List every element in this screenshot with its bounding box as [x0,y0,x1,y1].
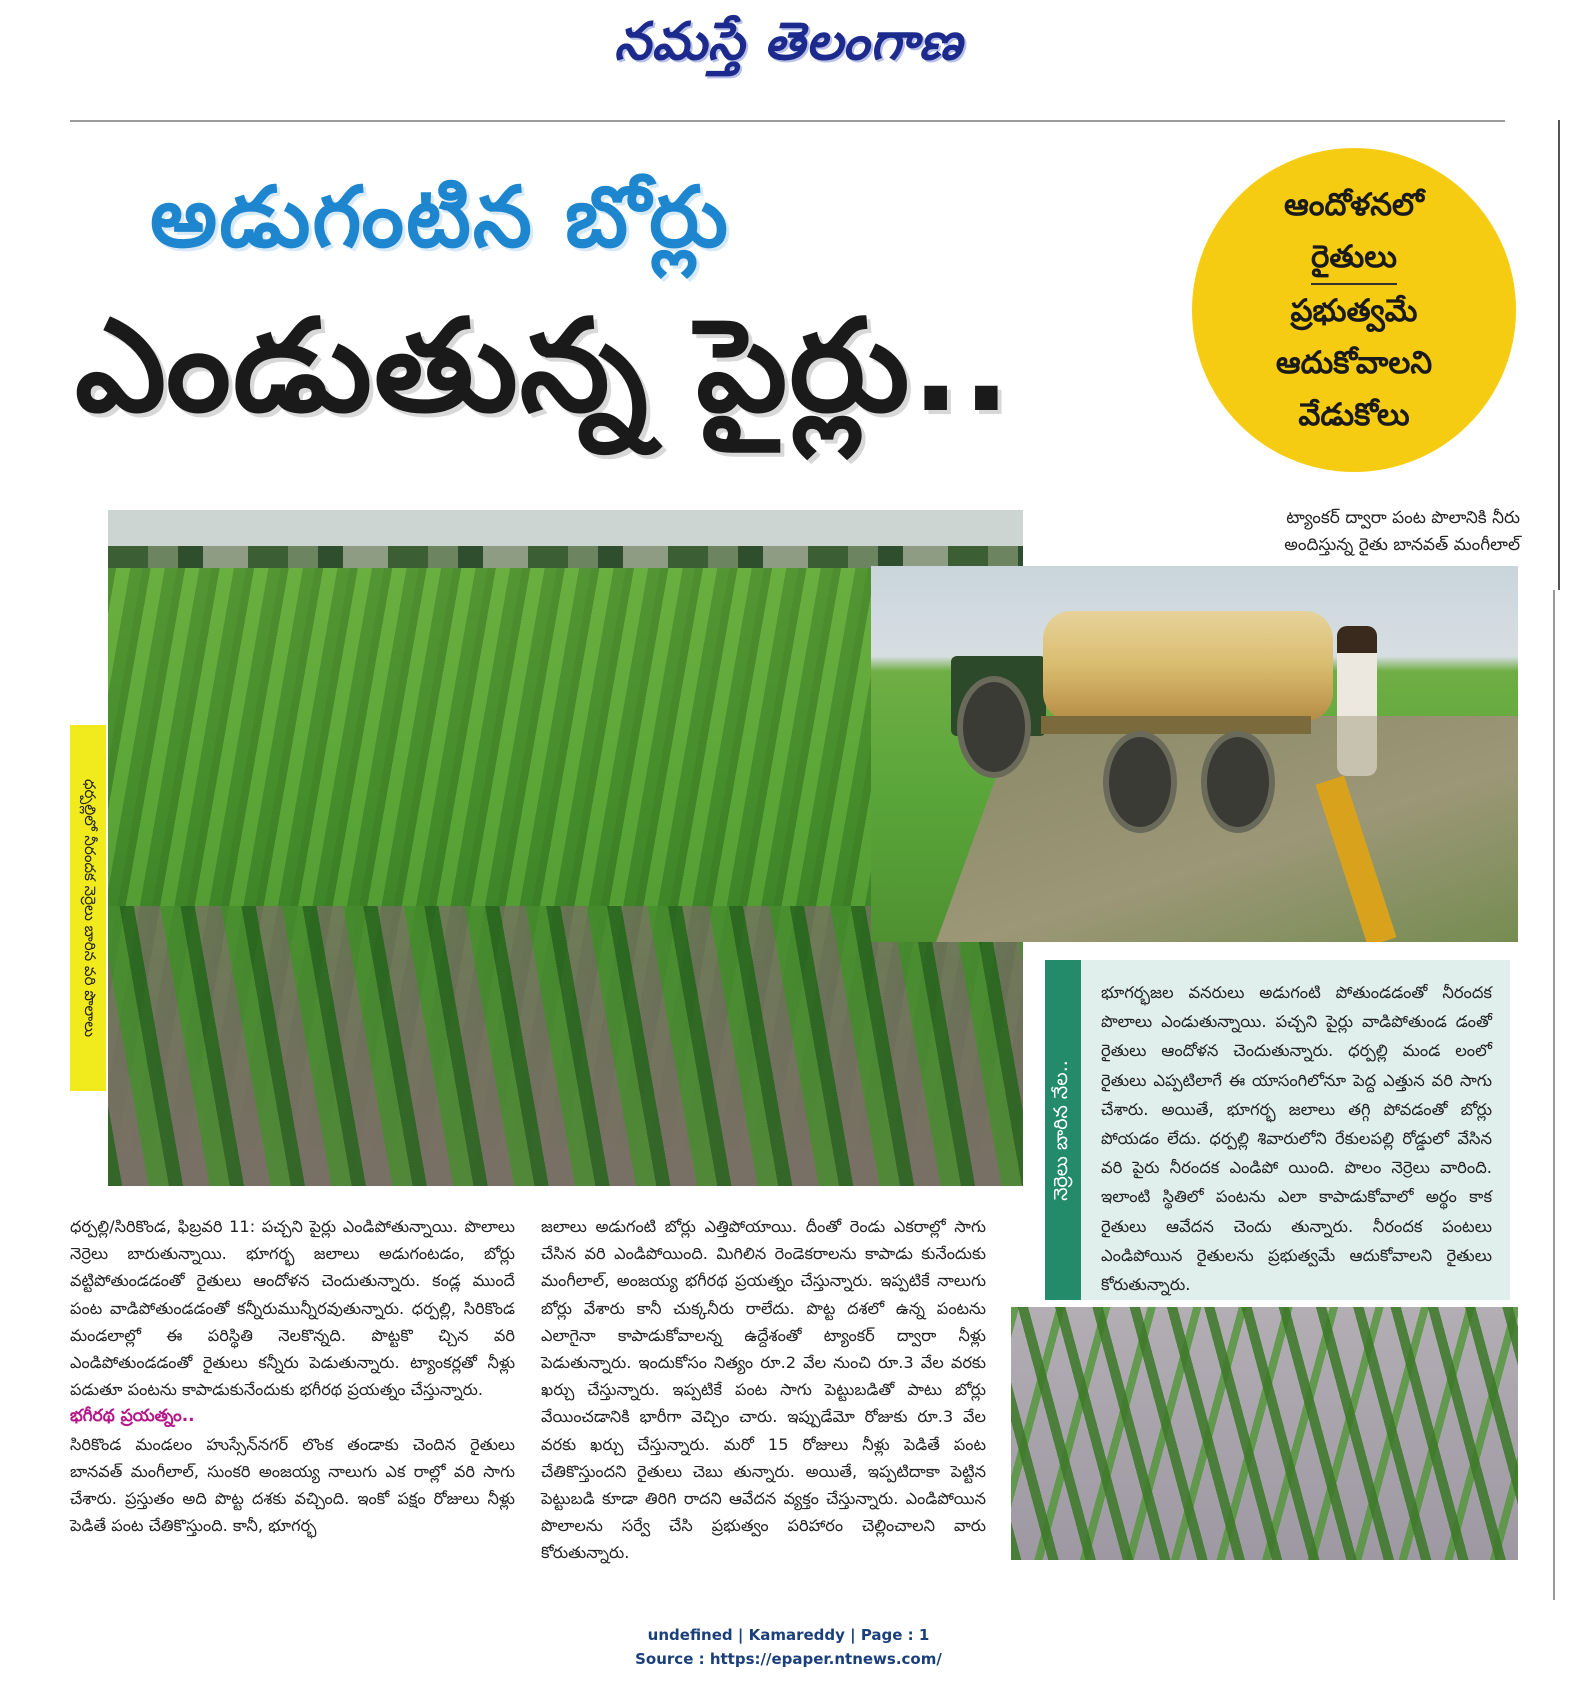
highlight-circle [1192,148,1516,472]
water-tanker-photo [871,566,1518,942]
photo-farmer [1337,626,1377,776]
main-photo-caption [70,725,106,1091]
tanker-caption-line: ట్యాంకర్ ద్వారా పంట పొలానికి నీరు [1286,508,1520,528]
page-edge-rule [1558,120,1560,590]
photo-trailer-frame [1041,716,1311,734]
footer-edition: undefined | Kamareddy | Page : 1 [647,1626,930,1644]
sidebar-text-box [1081,960,1510,1300]
masthead-divider [70,120,1505,122]
highlight-line: రైతులు [1311,231,1397,285]
article-column-2 [541,1213,986,1567]
photo-wheel [1103,731,1177,833]
photo-wheel [1201,731,1275,833]
footer-source: Source : https://epaper.ntnews.com/ [635,1650,942,1668]
masthead-logo: నమస్తే తెలంగాణ [614,12,963,72]
article-paragraph: ధర్పల్లి/సిరికొండ, ఫిబ్రవరి 11: పచ్చని పైర్లు ఎండిపోతున్నాయి. పొలాలు నెర్రెలు బారుతున్నాయి. భూగర్భ జలాలు అడుగంటడం, బోర్లు వట్టిపోతుండడంతో రైతులు ఆందోళన చెందుతున్నారు. కండ్ల ముందే పంట వాడిపోతుండడంతో కన్నీరుమున్నీరవుతున్నారు. ధర్పల్లి, సిరికొండ మండలాల్లో ఈ పరిస్థితి నెలకొన్నది. పొట్టకొ చ్చిన వరి ఎండిపోతుండడంతో రైతులు కన్నీరు పెడుతున్నారు. ట్యాంకర్లతో నీళ్లు పడుతూ పంటను కాపాడుకునేందుకు భగీరథ ప్రయత్నం చేస్తున్నారు. [70,1217,515,1400]
article-column-1 [70,1213,515,1539]
sidebar-text: భూగర్భజల వనరులు అడుగంటి పోతుండడంతో నీరందక పొలాలు ఎండుతున్నాయి. పచ్చని పైర్లు వాడిపోతుండ డంతో రైతులు ఆందోళన చెందుతున్నారు. ధర్పల్లి మండ లంలో రైతులు ఎప్పటిలాగే ఈ యాసంగిలోనూ పెద్ద ఎత్తున వరి సాగు చేశారు. అయితే, భూగర్భ జలాలు తగ్గి పోవడంతో బోర్లు పోయడం లేదు. ధర్పల్లి శివారులోని రేకులపల్లి రోడ్డులో వేసిన వరి పైరు నీరందక ఎండిపో యింది. పొలం నెర్రెలు వారింది. ఇలాంటి స్థితిలో పంటను ఎలా కాపాడుకోవాలో అర్థం కాక రైతులు ఆవేదన చెందు తున్నారు. నీరందక పంటలు ఎండిపోయిన రైతులను ప్రభుత్వమే ఆదుకోవాలని రైతులు కోరుతున్నారు. [1101,983,1492,1295]
article-paragraph: జలాలు అడుగంటి బోర్లు ఎత్తిపోయాయి. దీంతో రెండు ఎకరాల్లో సాగు చేసిన వరి ఎండిపోయింది. మిగిలిన రెండెకరాలను కాపాడు కునేందుకు మంగీలాల్, అంజయ్య భగీరథ ప్రయత్నం చేస్తున్నారు. ఇప్పటికే నాలుగు బోర్లు వేశారు కానీ చుక్కనీరు రాలేదు. పొట్ట దశలో ఉన్న పంటను ఎలాగైనా కాపాడుకోవాలన్న ఉద్దేశంతో ట్యాంకర్ ద్వారా నీళ్లు పెడుతున్నారు. ఇందుకోసం నిత్యం రూ.2 వేల నుంచి రూ.3 వేల వరకు ఖర్చు చేస్తున్నారు. ఇప్పటికే పంట సాగు పెట్టుబడితో పాటు బోర్లు వేయించడానికి భారీగా వెచ్చిం చారు. ఇప్పుడేమో రోజుకు రూ.3 వేల వరకు ఖర్చు చేస్తున్నారు. మరో 15 రోజులు నీళ్లు పెడితే పంట చేతికొస్తుందని రైతులు చెబు తున్నారు. అయితే, ఇప్పటిదాకా పెట్టిన పెట్టుబడి కూడా తిరిగి రాదని ఆవేదన వ్యక్తం చేస్తున్నారు. ఎండిపోయిన పొలాలను సర్వే చేసి ప్రభుత్వం పరిహారం చెల్లించాలని వారు కోరుతున్నారు. [541,1217,986,1563]
highlight-line: వేడుకోలు [1298,397,1410,433]
main-photo-caption-text: ధర్పల్లిలో నీరందక నెర్రెలు బారిన వరి పొలాలు [81,778,99,1038]
tanker-photo-caption [1180,505,1520,559]
sidebar-label-bar [1045,960,1081,1300]
article-paragraph: సిరికొండ మండలం హుస్సేన్‌నగర్ లొంక తండాకు చెందిన రైతులు బానవత్ మంగీలాల్, సుంకరి అంజయ్య నాలుగు ఎక రాల్లో వరి సాగు చేశారు. ప్రస్తుతం అది పొట్ట దశకు వచ్చింది. ఇంకో పక్షం రోజులు నీళ్లు పెడితే పంట చేతికొస్తుంది. కానీ, భూగర్భ [70,1434,515,1536]
highlight-line: ఆదుకోవాలని [1275,345,1433,381]
headline-line-1: అడుగంటిన బోర్లు [150,168,730,266]
headline-line-2: ఎండుతున్న పైర్లు.. [75,292,1013,441]
photo-cracked-soil [108,906,1023,1186]
tanker-caption-line: అందిస్తున్న రైతు బానవత్ మంగీలాల్ [1284,535,1520,555]
highlight-line: ప్రభుత్వమే [1290,293,1418,329]
page-edge-rule-lower [1553,590,1555,1600]
photo-tree-line [108,546,1023,568]
dry-field-photo [1011,1307,1518,1560]
photo-water-tank [1043,611,1333,721]
sidebar-label: నెర్రెలు బారిన నేల.. [1049,1059,1072,1201]
highlight-line: ఆందోళనలో [1284,187,1424,223]
photo-wheel [957,676,1031,778]
article-subhead: భగీరథ ప్రయత్నం.. [70,1406,195,1427]
